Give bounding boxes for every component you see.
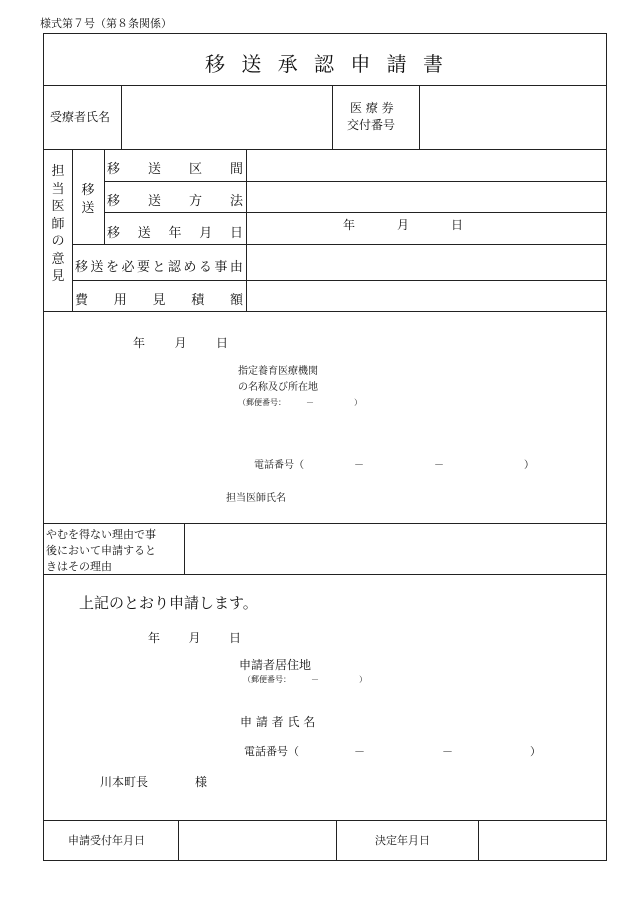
- vrule-opinion: [72, 149, 73, 311]
- ticket-label-line2: 交付番号: [347, 118, 396, 132]
- date-value: 年 月 日: [343, 218, 463, 232]
- vrule-ticket-left: [332, 85, 333, 149]
- cost-field[interactable]: [247, 281, 606, 310]
- received-date-label: 申請受付年月日: [68, 834, 145, 847]
- institution-line1: 指定養育医療機関: [238, 366, 318, 377]
- cost-label: 費 用 見 積 額: [75, 293, 243, 308]
- statement: 上記のとおり申請します。: [79, 594, 258, 612]
- rule-method: [104, 212, 607, 213]
- reason-field[interactable]: [247, 245, 606, 279]
- late-reason-line3: きはその理由: [46, 560, 112, 573]
- date-label: 移 送 年 月 日: [107, 226, 243, 241]
- late-reason-line1: やむを得ない理由で事: [46, 528, 156, 541]
- doctor-date: 年 月 日: [133, 336, 228, 350]
- late-reason-field[interactable]: [185, 524, 606, 573]
- late-reason-line2: 後において申請すると: [46, 544, 156, 557]
- doctor-opinion-label: 担 当 医 師 の 意 見: [51, 164, 65, 285]
- form-number: 様式第７号（第８条関係）: [40, 17, 172, 30]
- honorific: 様: [195, 775, 208, 789]
- doctor-name-label: 担当医師氏名: [226, 493, 286, 504]
- reason-label: 移 送 を 必 要 と 認 め る 事 由: [75, 260, 243, 275]
- section-field[interactable]: [247, 150, 606, 180]
- addressee: 川本町長: [100, 775, 149, 789]
- decided-date-label: 決定年月日: [375, 834, 430, 847]
- section-label: 移 送 区 間: [107, 162, 243, 177]
- vrule-transport: [104, 149, 105, 244]
- applicant-name-label: 申 請 者 氏 名: [240, 715, 316, 729]
- vrule-footer-2: [336, 820, 337, 861]
- patient-name-field[interactable]: [122, 86, 331, 148]
- doctor-postal: （郵便番号： － ）: [238, 398, 362, 407]
- ticket-number-field[interactable]: [420, 86, 606, 148]
- institution-line2: の名称及び所在地: [238, 382, 318, 393]
- patient-name-label: 受療者氏名: [50, 110, 111, 124]
- applicant-postal: （郵便番号： － ）: [243, 675, 367, 684]
- method-label: 移 送 方 法: [107, 194, 243, 209]
- ticket-label-line1: 医 療 券: [350, 101, 394, 115]
- received-date-field[interactable]: [179, 821, 335, 860]
- doctor-phone: 電話番号（ － － ）: [254, 460, 534, 471]
- applicant-phone: 電話番号（ － － ）: [244, 745, 541, 758]
- applicant-address-label: 申請者居住地: [239, 658, 312, 672]
- rule-late-reason: [43, 574, 607, 575]
- applicant-date: 年 月 日: [148, 631, 241, 645]
- method-field[interactable]: [247, 182, 606, 211]
- transport-label: 移 送: [81, 183, 95, 216]
- decided-date-field[interactable]: [479, 821, 606, 860]
- rule-cost: [43, 311, 607, 312]
- form-title: 移 送 承 認 申 請 書: [205, 52, 443, 76]
